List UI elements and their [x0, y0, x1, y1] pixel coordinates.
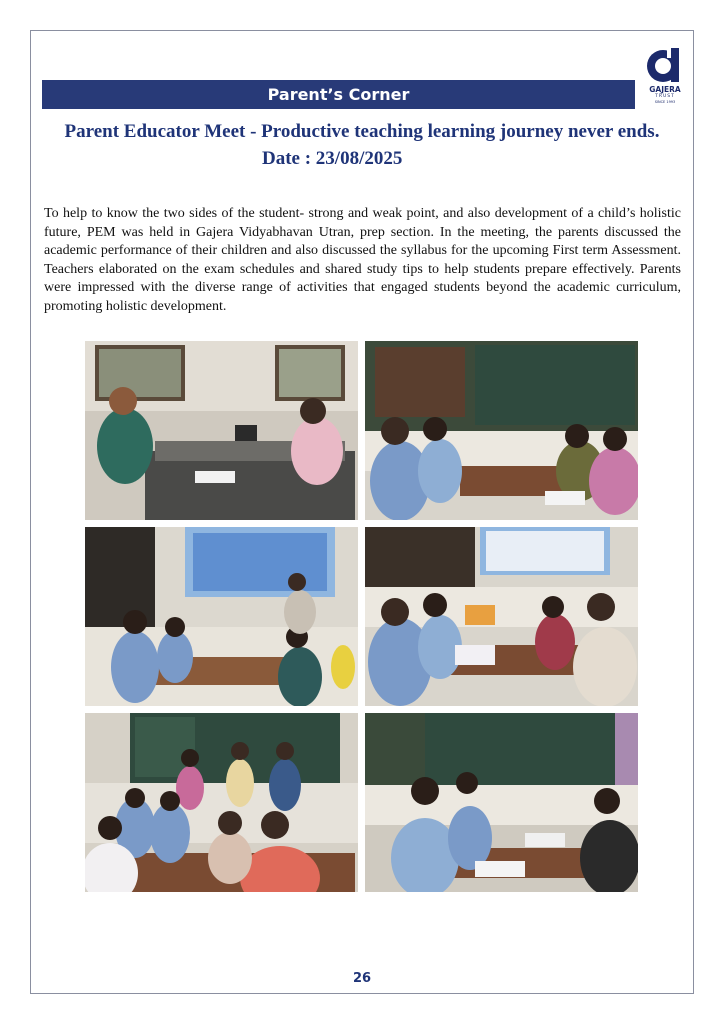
article-date: Date : 23/08/2025 [262, 148, 403, 169]
page-number: 26 [352, 971, 372, 986]
section-title: Parent’s Corner [267, 85, 410, 104]
section-banner [42, 80, 635, 109]
article-body: To help to know the two sides of the student- strong and weak point, and also development of a child’s holistic future, PEM was held in Gajera Vidyabhavan Utran, prep section. In the meeting, the parents discussed the academic performance of their children and also discussed the syllabus for the upcoming First term Assessment. Teachers elaborated on the exam schedules and shared study tips to help students prepare effectively. Parents were impressed with the diverse range of activities that engaged students beyond the academic curriculum, promoting holistic development. [44, 206, 681, 314]
event-photo-2 [365, 341, 638, 520]
article-title: Parent Educator Meet - Productive teaching learning journey never ends. [64, 121, 660, 142]
event-photo-5 [85, 713, 358, 892]
event-photo-1 [85, 341, 358, 520]
gajera-trust-logo [641, 44, 691, 104]
logo-since: SINCE 1993 [654, 100, 676, 104]
event-photo-6 [365, 713, 638, 892]
logo-name: GAJERA [649, 85, 681, 94]
event-photo-4 [365, 527, 638, 706]
event-photo-3 [85, 527, 358, 706]
logo-subtitle: TRUST [655, 94, 675, 99]
